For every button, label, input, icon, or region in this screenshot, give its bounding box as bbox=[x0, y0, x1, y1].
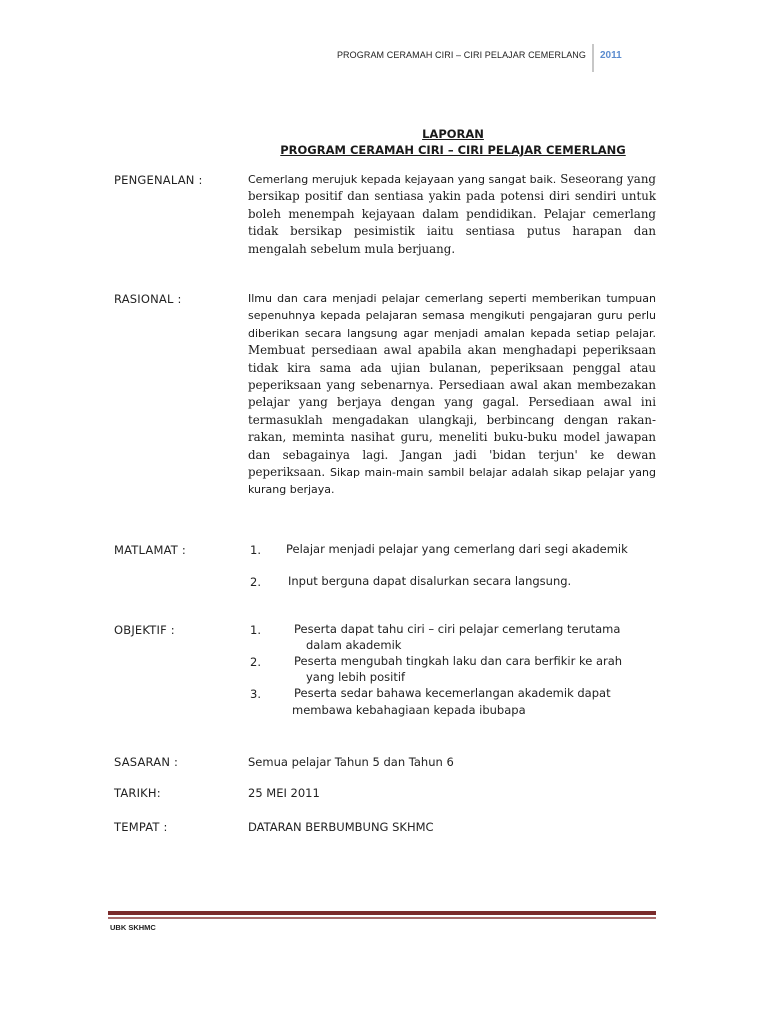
rasional-label: RASIONAL : bbox=[114, 292, 182, 306]
title-laporan: LAPORAN bbox=[422, 127, 484, 141]
objektif-item-2-line2: yang lebih positif bbox=[306, 670, 406, 684]
footer-text: UBK SKHMC bbox=[110, 923, 156, 932]
matlamat-num-2: 2. bbox=[250, 575, 261, 589]
header-divider bbox=[592, 44, 594, 72]
objektif-num-3: 3. bbox=[250, 687, 261, 701]
pengenalan-line1: Cemerlang merujuk kepada kejayaan yang sangat baik. bbox=[248, 173, 557, 186]
rasional-paragraph bbox=[248, 290, 656, 499]
matlamat-item-2: Input berguna dapat disalurkan secara langsung. bbox=[288, 574, 572, 588]
rasional-part1: Ilmu dan cara menjadi pelajar cemerlang seperti memberikan tumpuan sepenuhnya kepada pelajaran semasa mengikuti pengajaran guru perlu diberikan secara langsung agar menjadi amalan kepada setiap pelajar. bbox=[248, 292, 656, 340]
header-year: 2011 bbox=[600, 50, 622, 61]
pengenalan-label: PENGENALAN : bbox=[114, 173, 203, 187]
pengenalan-paragraph bbox=[248, 171, 656, 258]
sasaran-value: Semua pelajar Tahun 5 dan Tahun 6 bbox=[248, 755, 454, 769]
document-subtitle bbox=[0, 139, 768, 158]
sasaran-label: SASARAN : bbox=[114, 755, 179, 769]
objektif-label: OBJEKTIF : bbox=[114, 623, 175, 637]
rasional-part3: Sikap main-main sambil belajar adalah sikap pelajar yang kurang berjaya. bbox=[248, 466, 656, 497]
header-title: PROGRAM CERAMAH CIRI – CIRI PELAJAR CEMERLANG bbox=[336, 50, 586, 60]
title-program: PROGRAM CERAMAH CIRI – CIRI PELAJAR CEMERLANG bbox=[280, 143, 626, 157]
tarikh-value: 25 MEI 2011 bbox=[248, 786, 320, 800]
tempat-label: TEMPAT : bbox=[114, 820, 168, 834]
matlamat-num-1: 1. bbox=[250, 543, 261, 557]
rasional-part2: Membuat persediaan awal apabila akan menghadapi peperiksaan tidak kira sama ada ujian bulanan, peperiksaan penggal atau peperiksaan yang sebenarnya. Persediaan awal akan membezakan pelajar yang berjaya dengan yang gagal. Persediaan awal ini termasuklah mengadakan ulangkaji, berbincang dengan rakan-rakan, meminta nasihat guru, meneliti buku-buku model jawapan dan sebagainya lagi. Jangan jadi 'bidan terjun' ke dewan peperiksaan. bbox=[248, 343, 656, 480]
objektif-item-2-line1: Peserta mengubah tingkah laku dan cara berfikir ke arah bbox=[294, 654, 623, 668]
tarikh-label: TARIKH: bbox=[114, 786, 161, 800]
matlamat-label: MATLAMAT : bbox=[114, 543, 186, 557]
objektif-item-1-line2: dalam akademik bbox=[306, 638, 402, 652]
objektif-item-3-line1: Peserta sedar bahawa kecemerlangan akademik dapat bbox=[294, 686, 611, 700]
tempat-value: DATARAN BERBUMBUNG SKHMC bbox=[248, 820, 434, 834]
footer-rule-thick bbox=[108, 911, 656, 915]
objektif-item-1-line1: Peserta dapat tahu ciri – ciri pelajar cemerlang terutama bbox=[294, 622, 621, 636]
objektif-num-2: 2. bbox=[250, 655, 261, 669]
objektif-item-3-line2: membawa kebahagiaan kepada ibubapa bbox=[292, 703, 526, 717]
objektif-num-1: 1. bbox=[250, 623, 261, 637]
pengenalan-rest: Seseorang yang bersikap positif dan sentiasa yakin pada potensi diri sendiri untuk boleh menempah kejayaan dalam pendidikan. Pelajar cemerlang tidak bersikap pesimistik iaitu sentiasa putus harapan dan mengalah sebelum mula berjuang. bbox=[248, 172, 656, 256]
matlamat-item-1: Pelajar menjadi pelajar yang cemerlang dari segi akademik bbox=[286, 542, 628, 556]
footer-rule-thin bbox=[108, 917, 656, 919]
